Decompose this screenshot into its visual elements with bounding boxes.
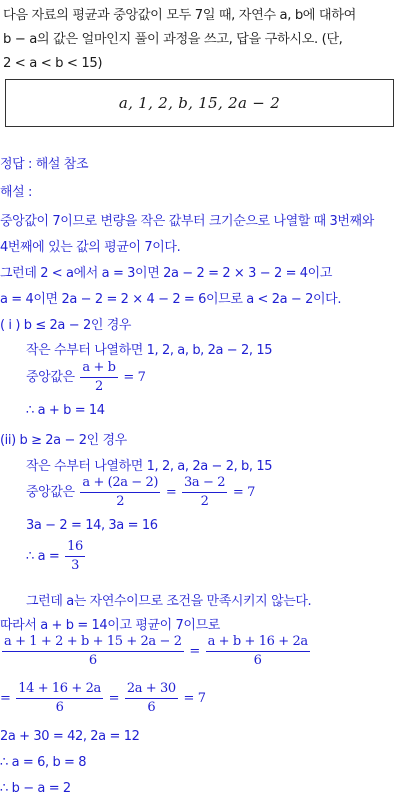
case1-rhs: = 7	[123, 370, 146, 385]
mean-denominator-1: 6	[88, 653, 97, 668]
case2-therefore-label: ∴ a =	[26, 549, 60, 564]
case1-denominator: 2	[95, 379, 103, 394]
mean-equals-1: =	[189, 644, 200, 659]
mean-fraction-3	[16, 681, 103, 716]
mean-equals-2: =	[108, 691, 120, 706]
case2-numerator-3: 16	[65, 539, 85, 557]
mean-denominator-3: 6	[55, 700, 64, 715]
case2-order: 작은 수부터 나열하면 1, 2, a, 2a − 2, b, 15	[26, 459, 273, 474]
explanation-line-4: a = 4이면 2a − 2 = 2 × 4 − 2 = 6이므로 a < 2a − 2이다.	[0, 292, 342, 307]
median-label-2: 중앙값은	[26, 485, 75, 500]
mean-numerator-3: 14 + 16 + 2a	[16, 681, 103, 699]
case2-equals: =	[165, 485, 177, 500]
problem-line-3: 2 < a < b < 15)	[3, 56, 103, 71]
case2-numerator-1: a + (2a − 2)	[80, 475, 160, 493]
case1-fraction	[80, 360, 117, 395]
mean-prefix: =	[0, 691, 11, 706]
mean-fraction-2	[206, 634, 310, 669]
problem-line-1: 다음 자료의 평균과 중앙값이 모두 7일 때, 자연수 a, b에 대하여	[3, 8, 356, 23]
case1-result: ∴ a + b = 14	[26, 403, 105, 418]
case1-order: 작은 수부터 나열하면 1, 2, a, b, 2a − 2, 15	[26, 343, 273, 358]
case2-denominator-2: 2	[200, 494, 209, 509]
case1-heading: ( i ) b ≤ 2a − 2인 경우	[0, 318, 132, 333]
case2-heading: (ii) b ≥ 2a − 2인 경우	[0, 433, 127, 448]
case2-denominator-3: 3	[71, 558, 79, 573]
case2-median	[26, 475, 255, 510]
mean-intro: 따라서 a + b = 14이고 평균이 7이므로	[0, 618, 220, 633]
case2-rhs: = 7	[232, 485, 255, 500]
step-1: 2a + 30 = 42, 2a = 12	[0, 729, 140, 744]
case2-fraction-1	[80, 475, 160, 510]
mean-rhs: = 7	[183, 691, 206, 706]
mean-equation-1	[0, 634, 312, 669]
mean-numerator-4: 2a + 30	[125, 681, 178, 699]
given-data-box	[5, 79, 394, 127]
case1-median	[26, 360, 145, 395]
explanation-line-3: 그런데 2 < a에서 a = 3이면 2a − 2 = 2 × 3 − 2 = 4이고	[0, 266, 332, 281]
mean-numerator-2: a + b + 16 + 2a	[206, 634, 310, 652]
explanation-line-1: 중앙값이 7이므로 변량을 작은 값부터 크기순으로 나열할 때 3번째와	[0, 214, 374, 229]
mean-numerator-1: a + 1 + 2 + b + 15 + 2a − 2	[2, 634, 184, 652]
case2-therefore	[26, 539, 87, 574]
case2-conclusion: 그런데 a는 자연수이므로 조건을 만족시키지 않는다.	[26, 594, 312, 609]
step-3: ∴ b − a = 2	[0, 781, 71, 796]
case2-fraction-3	[65, 539, 85, 574]
case1-numerator: a + b	[80, 360, 117, 378]
mean-denominator-2: 6	[253, 653, 262, 668]
explanation-label: 해설 :	[0, 185, 33, 200]
case2-fraction-2	[182, 475, 227, 510]
answer-line: 정답 : 해설 참조	[0, 157, 89, 172]
problem-statement	[3, 4, 398, 76]
mean-equation-2	[0, 681, 206, 716]
mean-fraction-4	[125, 681, 178, 716]
given-data: a, 1, 2, b, 15, 2a − 2	[118, 94, 281, 112]
case2-step: 3a − 2 = 14, 3a = 16	[26, 518, 158, 533]
mean-denominator-4: 6	[147, 700, 156, 715]
median-label: 중앙값은	[26, 370, 75, 385]
problem-line-2: b − a의 값은 얼마인지 풀이 과정을 쓰고, 답을 구하시오. (단,	[3, 32, 343, 47]
step-2: ∴ a = 6, b = 8	[0, 755, 87, 770]
mean-fraction-1	[2, 634, 184, 669]
explanation-line-2: 4번째에 있는 값의 평균이 7이다.	[0, 240, 181, 255]
case2-denominator-1: 2	[116, 494, 125, 509]
case2-numerator-2: 3a − 2	[182, 475, 227, 493]
